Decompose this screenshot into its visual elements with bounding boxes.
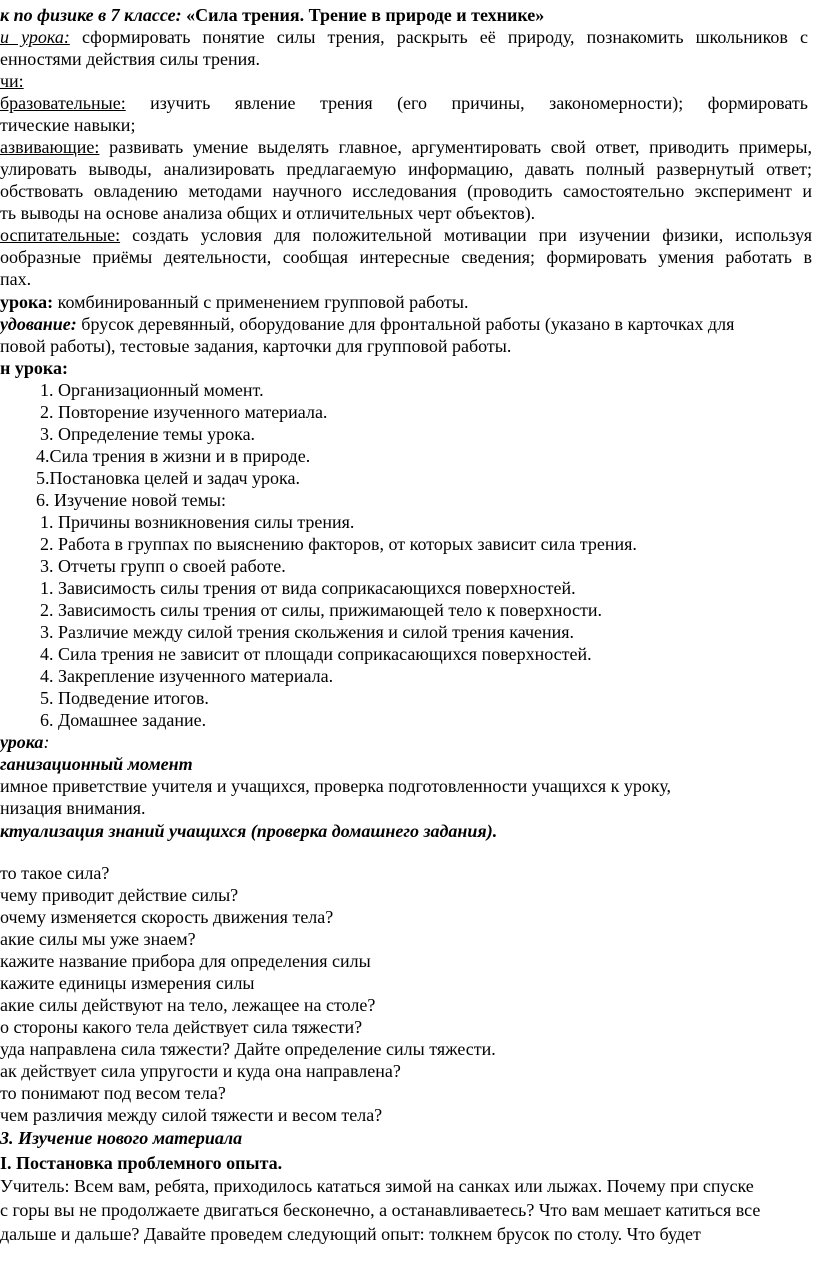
question-item: акие силы действуют на тело, лежащее на столе?: [0, 995, 376, 1015]
teacher-line: с горы вы не продолжаете двигаться бесконечно, а останавливаетесь? Что вам мешает катиться все: [0, 1200, 761, 1220]
org-text: имное приветствие учителя и учащихся, проверка подготовленности учащихся к уроку,: [0, 776, 672, 796]
plan-item: 3. Различие между силой трения скольжения и силой трения качения.: [40, 622, 575, 642]
dev-line-4: ть выводы на основе анализа общих и отличительных черт объектов).: [0, 203, 536, 223]
plan-item: 2. Работа в группах по выяснению факторов, от которых зависит сила трения.: [40, 534, 637, 554]
study-heading: 3. Изучение нового материала: [0, 1128, 243, 1148]
question-item: кажите название прибора для определения силы: [0, 951, 371, 971]
org-heading: ганизационный момент: [0, 754, 193, 774]
question-item: кажите единицы измерения силы: [0, 973, 255, 993]
plan-item: 1. Зависимость силы трения от вида соприкасающихся поверхностей.: [40, 578, 576, 598]
title-prefix: к по физике в 7 классе:: [0, 5, 182, 25]
dev-line-3: обствовать овладению методами научного исследования (проводить самостоятельно эксперимент и: [0, 181, 812, 201]
teacher-line: Учитель: Всем вам, ребята, приходилось кататься зимой на санках или лыжах. Почему при спуске: [0, 1176, 754, 1196]
plan-item: 5.Постановка целей и задач урока.: [36, 468, 301, 488]
plan-item: 6. Домашнее задание.: [40, 710, 207, 730]
type-line: [0, 291, 468, 313]
question-item: акие силы мы уже знаем?: [0, 929, 196, 949]
question-item: ак действует сила упругости и куда она направлена?: [0, 1061, 401, 1081]
goal-cont: енностями действия силы трения.: [0, 49, 260, 69]
dev-label: азвивающие:: [0, 137, 100, 157]
question-item: чему приводит действие силы?: [0, 885, 239, 905]
goal-line: [0, 26, 808, 48]
problem-heading: I. Постановка проблемного опыта.: [0, 1153, 283, 1173]
upb-line-3: пах.: [0, 269, 32, 289]
equip-text: брусок деревянный, оборудование для фронтальной работы (указано в карточках для: [76, 314, 735, 334]
question-item: о стороны какого тела действует сила тяжести?: [0, 1017, 363, 1037]
goal-text: сформировать понятие силы трения, раскрыть её природу, познакомить школьников с: [69, 27, 809, 47]
dev-line-2: улировать выводы, анализировать предлагаемую информацию, давать полный развернутый ответ;: [0, 159, 812, 179]
plan-item: 4. Сила трения не зависит от площади соприкасающихся поверхностей.: [40, 644, 592, 664]
equip-label: удование:: [0, 314, 77, 334]
edu-text: изучить явление трения (его причины, закономерности); формировать: [125, 93, 808, 113]
plan-label: н урока:: [0, 358, 68, 378]
plan-item: 4.Сила трения в жизни и в природе.: [36, 446, 311, 466]
title-text: «Сила трения. Трение в природе и технике»: [181, 5, 545, 25]
upb-line-2: ообразные приёмы деятельности, сообщая интересные сведения; формировать умения работать в: [0, 247, 812, 267]
plan-item: 6. Изучение новой темы:: [36, 490, 227, 510]
tasks-label: чи:: [0, 71, 24, 91]
course-label-text: урока: [0, 732, 44, 752]
dev-text: развивать умение выделять главное, аргументировать свой ответ, приводить примеры,: [99, 137, 812, 157]
goal-label: и урока:: [0, 27, 70, 47]
question-item: чем различия между силой тяжести и весом тела?: [0, 1105, 383, 1125]
type-text: комбинированный с применением групповой работы.: [53, 292, 469, 312]
type-label: урока:: [0, 292, 54, 312]
question-item: то такое сила?: [0, 863, 110, 883]
dev-line: [0, 136, 812, 158]
upb-line: [0, 224, 812, 246]
actual-heading: ктуализация знаний учащихся (проверка домашнего задания).: [0, 821, 498, 841]
plan-item: 1. Причины возникновения силы трения.: [40, 512, 355, 532]
plan-item: 5. Подведение итогов.: [40, 688, 209, 708]
question-item: уда направлена сила тяжести? Дайте определение силы тяжести.: [0, 1039, 496, 1059]
course-colon: :: [43, 732, 50, 752]
question-item: то понимают под весом тела?: [0, 1083, 226, 1103]
plan-item: 2. Зависимость силы трения от силы, прижимающей тело к поверхности.: [40, 600, 602, 620]
equip-cont: повой работы), тестовые задания, карточки для групповой работы.: [0, 336, 512, 356]
plan-item: 4. Закрепление изученного материала.: [40, 666, 334, 686]
question-item: очему изменяется скорость движения тела?: [0, 907, 334, 927]
teacher-line: дальше и дальше? Давайте проведем следующий опыт: толкнем брусок по столу. Что будет: [0, 1224, 701, 1244]
course-label: [0, 731, 49, 753]
lesson-title: [0, 4, 544, 26]
plan-item: 3. Определение темы урока.: [40, 424, 256, 444]
plan-item: 2. Повторение изученного материала.: [40, 402, 328, 422]
plan-item: 3. Отчеты групп о своей работе.: [40, 556, 286, 576]
plan-item: 1. Организационный момент.: [40, 380, 264, 400]
edu-line: [0, 92, 808, 114]
edu-label: бразовательные:: [0, 93, 126, 113]
equip-line: [0, 313, 734, 335]
edu-cont: тические навыки;: [0, 115, 136, 135]
org-text-2: низация внимания.: [0, 798, 146, 818]
upb-text: создать условия для положительной мотивации при изучении физики, используя: [120, 225, 812, 245]
upb-label: оспитательные:: [0, 225, 121, 245]
